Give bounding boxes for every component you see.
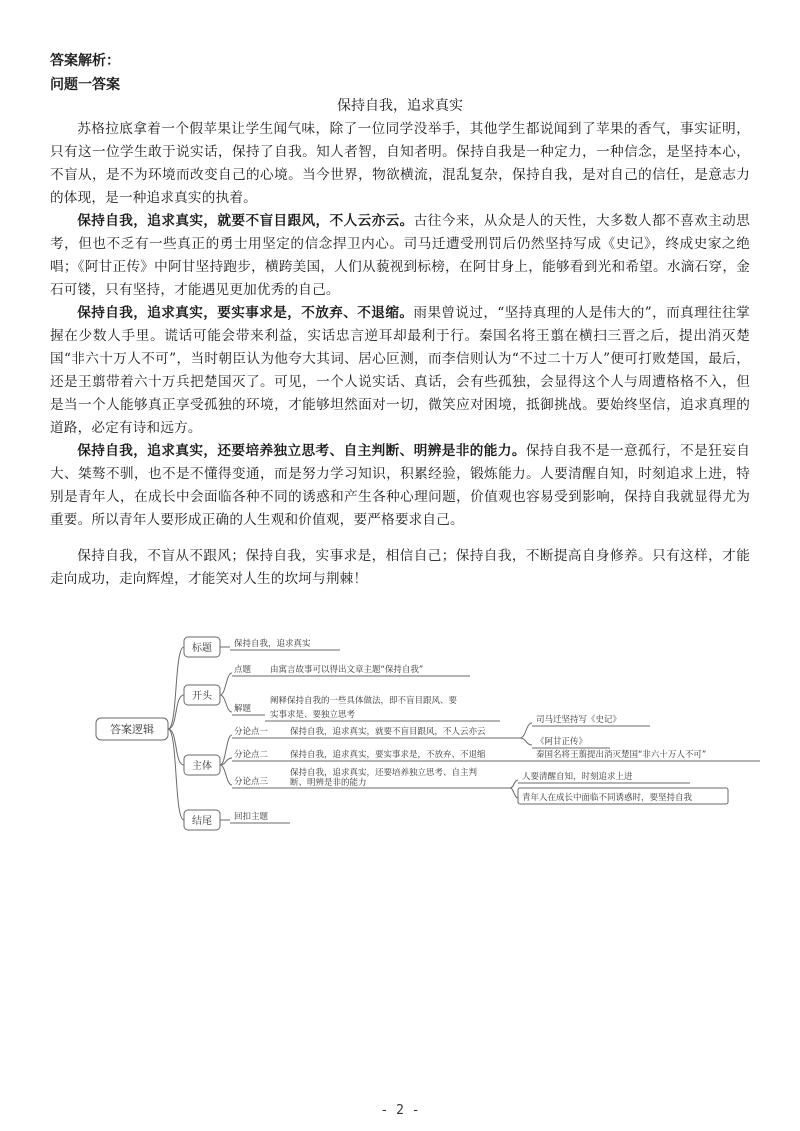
branch-label-title: 标题 bbox=[192, 643, 212, 654]
paragraph-lead: 保持自我，追求真实，要实事求是，不放弃、不退缩。 bbox=[77, 305, 414, 321]
opening-point-label: 点题 bbox=[234, 665, 252, 675]
connector bbox=[510, 788, 518, 798]
connector bbox=[168, 729, 184, 765]
ending-node-text: 回扣主题 bbox=[234, 812, 269, 822]
connector bbox=[168, 729, 184, 820]
connector bbox=[220, 735, 232, 765]
opening-explain-label: 解题 bbox=[234, 704, 252, 714]
body-point3-line2: 断、明辨是非的能力 bbox=[290, 778, 367, 788]
branch-label-body: 主体 bbox=[192, 761, 212, 772]
body-point3-example1: 人要清醒自知，时刻追求上进 bbox=[522, 772, 633, 782]
title-node-text: 保持自我，追求真实 bbox=[234, 639, 311, 649]
body-point3-line1: 保持自我，追求真实，还要培养独立思考、自主判 bbox=[290, 768, 478, 778]
paragraph-lead: 保持自我，追求真实，还要培养独立思考、自主判断、明辨是非的能力。 bbox=[77, 443, 526, 459]
paragraph-text: 古往今来，从众是人的天性，大多数人都不喜欢主动思考，但也不乏有一些真正的勇士用坚定的信念捍卫内心。司马迁遭受刑罚后仍然坚持写成《史记》，终成史家之绝唱；《阿甘正传》中阿甘坚持跑步，横跨美国，人们从藐视到标榜，在阿甘身上，能够看到光和希望。水滴石穿，金石可镂，只有坚持，才能遇见更加优秀的自己。 bbox=[50, 213, 750, 298]
essay-paragraph-2 bbox=[50, 210, 750, 302]
essay-paragraph-3 bbox=[50, 302, 750, 440]
essay-paragraph-5 bbox=[50, 545, 750, 591]
page-number: - 2 - bbox=[380, 1103, 420, 1118]
body-point1-example1: 司马迁坚持写《史记》 bbox=[536, 715, 622, 725]
body-point2-example: 秦国名将王翦提出消灭楚国“非六十万人不可” bbox=[536, 750, 707, 760]
paragraph-text: 雨果曾说过，“坚持真理的人是伟大的”，而真理往往掌握在少数人手里。谎话可能会带来利益，实话忠言逆耳却最利于行。秦国名将王翦在横扫三晋之后，提出消灭楚国“非六十万人不可”，当时朝臣认为他夸大其词、居心叵测，而李信则认为“不过二十万人”便可打败楚国，最后，还是王翦带着六十万兵把楚国灭了。可见，一个人说实话、真话，会有些孤独，会显得这个人与周遭格格不入，但是当一个人能够真正享受孤独的环境，才能够坦然面对一切，微笑应对困境，抵御挑战。要始终坚信，追求真理的道路，必定有诗和远方。 bbox=[50, 305, 750, 436]
essay-title: 保持自我，追求真实 bbox=[337, 98, 463, 114]
mindmap-root-label: 答案逻辑 bbox=[110, 723, 154, 736]
paragraph-lead: 保持自我，追求真实，就要不盲目跟风，不人云亦云。 bbox=[77, 213, 414, 229]
paragraph-text: 保持自我不是一意孤行，不是狂妄自大、桀骜不驯，也不是不懂得变通，而是努力学习知识，积累经验，锻炼能力。人要清醒自知，时刻追求上进，特别是青年人，在成长中会面临各种不同的诱惑和产生各种心理问题，价值观也容易受到影响，保持自我就显得尤为重要。所以青年人要形成正确的人生观和价值观，要严格要求自己。 bbox=[50, 443, 750, 528]
connector bbox=[168, 647, 184, 729]
essay-paragraph-1 bbox=[50, 118, 750, 210]
body-point3-label: 分论点三 bbox=[234, 777, 269, 787]
opening-point-text: 由寓言故事可以得出文章主题“保持自我” bbox=[270, 665, 424, 675]
body-point1-label: 分论点一 bbox=[234, 727, 269, 737]
opening-explain-line1: 阐释保持自我的一些具体做法，即不盲目跟风、要 bbox=[270, 696, 458, 706]
body-point1-text: 保持自我，追求真实，就要不盲目跟风，不人云亦云 bbox=[290, 727, 486, 737]
question-one-answer-heading: 问题一答案 bbox=[50, 77, 120, 93]
answer-logic-mindmap bbox=[0, 620, 800, 850]
body-point1-example2: 《阿甘正传》 bbox=[536, 737, 588, 747]
paragraph-text: 苏格拉底拿着一个假苹果让学生闻气味，除了一位同学没举手，其他学生都说闻到了苹果的香气，事实证明，只有这一位学生敢于说实话，保持了自我。知人者智，自知者明。保持自我是一种定力，一种信念，是坚持本心，不盲从，是不为环境而改变自己的心境。当今世界，物欲横流，混乱复杂，保持自我，是对自己的信任，是意志力的体现，是一种追求真实的执着。 bbox=[50, 121, 750, 206]
branch-label-ending: 结尾 bbox=[192, 816, 212, 827]
body-point2-text: 保持自我，追求真实，要实事求是，不放弃、不退缩 bbox=[290, 750, 486, 760]
paragraph-text: 保持自我，不盲从不跟风；保持自我，实事求是，相信自己；保持自我，不断提高自身修养。只有这样，才能走向成功，走向辉煌，才能笑对人生的坎坷与荆棘！ bbox=[50, 548, 750, 587]
connector bbox=[220, 673, 232, 695]
opening-explain-line2: 实事求是、要独立思考 bbox=[270, 710, 356, 720]
connector bbox=[220, 695, 232, 712]
body-point2-label: 分论点二 bbox=[234, 750, 269, 760]
connector bbox=[168, 695, 184, 729]
connector bbox=[510, 780, 518, 788]
essay-paragraph-4 bbox=[50, 440, 750, 532]
connector bbox=[520, 738, 532, 745]
answer-analysis-heading: 答案解析： bbox=[50, 53, 120, 69]
connector bbox=[520, 723, 532, 738]
body-point3-example2: 青年人在成长中面临不同诱惑时，要坚持自我 bbox=[522, 793, 693, 803]
connector bbox=[220, 765, 232, 785]
branch-label-opening: 开头 bbox=[192, 691, 212, 702]
